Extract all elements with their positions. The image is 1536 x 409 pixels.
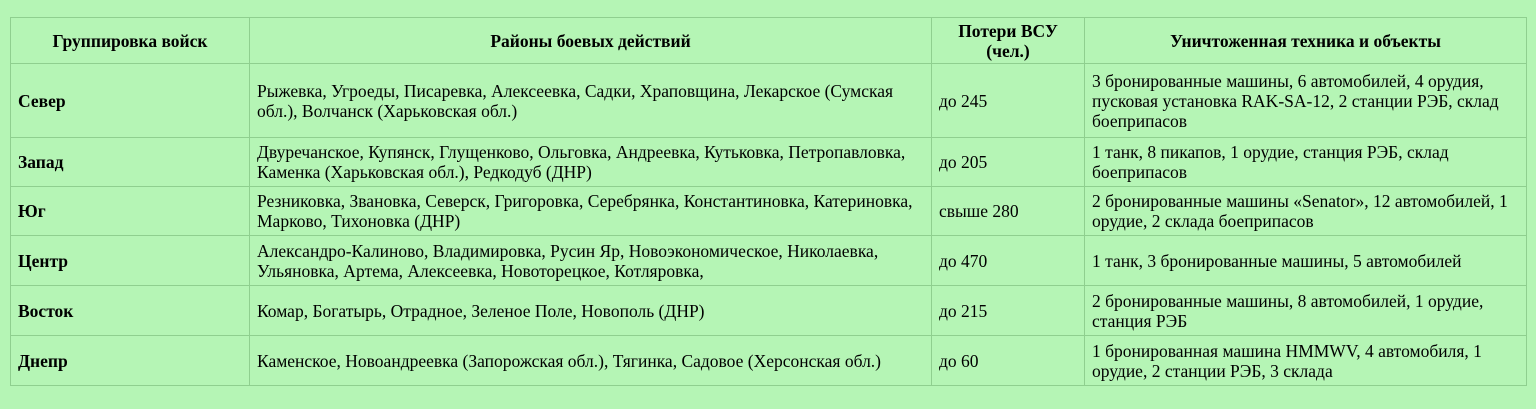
group-cell: Юг [11, 187, 250, 236]
table-row [11, 236, 1527, 286]
losses-cell: до 60 [932, 336, 1085, 386]
losses-cell: до 215 [932, 286, 1085, 336]
table-row [11, 138, 1527, 187]
areas-cell: Каменское, Новоандреевка (Запорожская обл.), Тягинка, Садовое (Херсонская обл.) [250, 336, 932, 386]
header-equipment: Уничтоженная техника и объекты [1085, 18, 1527, 64]
losses-cell: до 245 [932, 64, 1085, 138]
areas-cell: Резниковка, Звановка, Северск, Григоровка, Серебрянка, Константиновка, Катериновка, Марково, Тихоновка (ДНР) [250, 187, 932, 236]
group-cell: Запад [11, 138, 250, 187]
table-container [10, 17, 1526, 386]
equipment-cell: 1 бронированная машина HMMWV, 4 автомобиля, 1 орудие, 2 станции РЭБ, 3 склада [1085, 336, 1527, 386]
equipment-cell: 1 танк, 3 бронированные машины, 5 автомобилей [1085, 236, 1527, 286]
table-header-row [11, 18, 1527, 64]
group-cell: Центр [11, 236, 250, 286]
areas-cell: Рыжевка, Угроеды, Писаревка, Алексеевка, Садки, Храповщина, Лекарское (Сумская обл.), Волчанск (Харьковская обл.) [250, 64, 932, 138]
equipment-cell: 2 бронированные машины «Senator», 12 автомобилей, 1 орудие, 2 склада боеприпасов [1085, 187, 1527, 236]
areas-cell: Двуречанское, Купянск, Глущенково, Ольговка, Андреевка, Кутьковка, Петропавловка, Каменка (Харьковская обл.), Редкодуб (ДНР) [250, 138, 932, 187]
header-group: Группировка войск [11, 18, 250, 64]
group-cell: Днепр [11, 336, 250, 386]
table-row [11, 64, 1527, 138]
table-row [11, 336, 1527, 386]
table-row [11, 286, 1527, 336]
header-areas: Районы боевых действий [250, 18, 932, 64]
areas-cell: Комар, Богатырь, Отрадное, Зеленое Поле, Новополь (ДНР) [250, 286, 932, 336]
losses-cell: до 205 [932, 138, 1085, 187]
equipment-cell: 1 танк, 8 пикапов, 1 орудие, станция РЭБ, склад боеприпасов [1085, 138, 1527, 187]
group-cell: Восток [11, 286, 250, 336]
equipment-cell: 2 бронированные машины, 8 автомобилей, 1 орудие, станция РЭБ [1085, 286, 1527, 336]
areas-cell: Александро-Калиново, Владимировка, Русин Яр, Новоэкономическое, Николаевка, Ульяновка, Артема, Алексеевка, Новоторецкое, Котляровка, [250, 236, 932, 286]
header-losses: Потери ВСУ (чел.) [932, 18, 1085, 64]
table-row [11, 187, 1527, 236]
losses-cell: до 470 [932, 236, 1085, 286]
losses-table [10, 17, 1527, 386]
losses-cell: свыше 280 [932, 187, 1085, 236]
equipment-cell: 3 бронированные машины, 6 автомобилей, 4 орудия, пусковая установка RAK-SA-12, 2 станции РЭБ, склад боеприпасов [1085, 64, 1527, 138]
group-cell: Север [11, 64, 250, 138]
